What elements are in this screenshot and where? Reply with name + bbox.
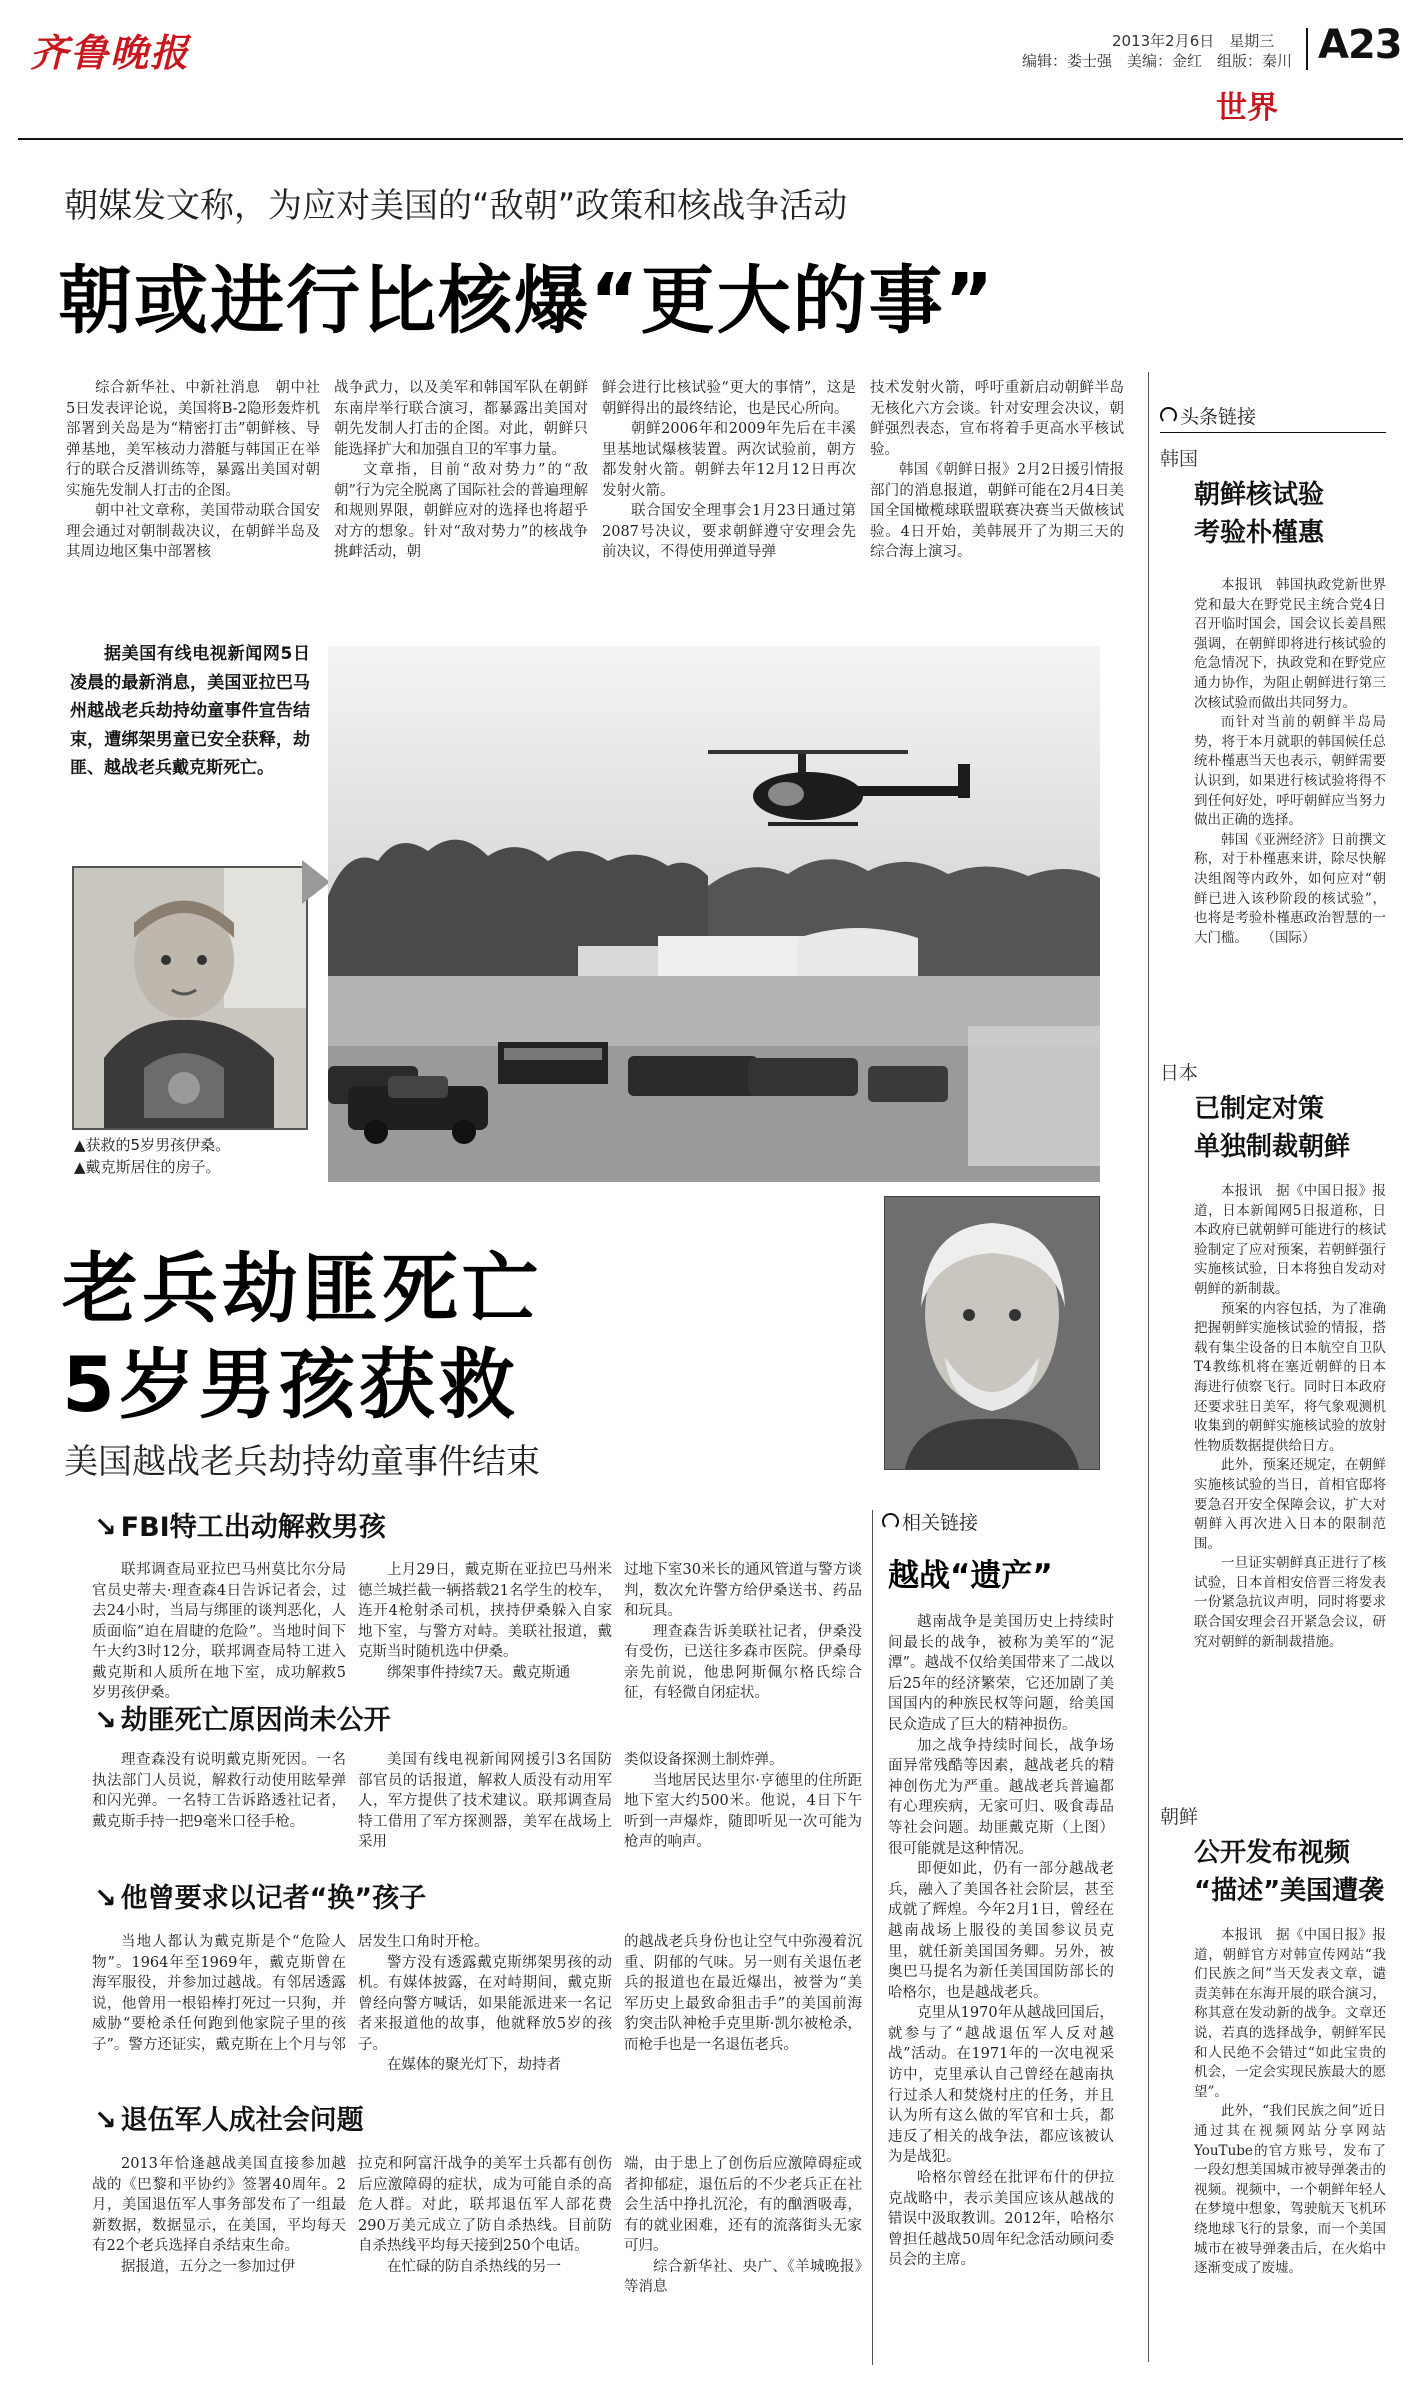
paragraph: 鲜会进行比核试验“更大的事情”，这是朝鲜得出的最终结论，也是民心所向。 [602,380,856,417]
paragraph: 当地人都认为戴克斯是个“危险人物”。1964年至1969年，戴克斯曾在海军服役，并参加过越战。有邻居透露说，他曾用一根铅棒打死过一只狗，并威胁“要枪杀任何跑到他家院子里的孩子”。警方还证实，戴克斯在上个月与邻 [92,1934,346,2053]
sidebar-country-dprk: 朝鲜 [1160,1806,1199,1828]
corner-arrow-icon: ↘ [94,1512,117,1543]
second-deck: 美国越战老兵劫持幼童事件结束 [64,1442,540,1482]
paragraph: 拉克和阿富汗战争的美军士兵都有创伤后应激障碍的症状，成为可能自杀的高危人群。对此，联邦退伍军人部花费290万美元成立了防自杀热线。目前防自杀热线平均每天接到250个电话。 [358,2156,612,2254]
paragraph: 联邦调查局亚拉巴马州莫比尔分局官员史蒂夫·理查森4日告诉记者会，过去24小时，当局与绑匪的谈判恶化，人质面临“迫在眉睫的危险”。当地时间下午大约3时12分，联邦调查局特工进入戴克斯和人质所在地下室，成功解救5岁男孩伊桑。 [92,1562,346,1701]
sidebar-country-korea: 韩国 [1160,448,1199,470]
paragraph: 战争武力，以及美军和韩国军队在朝鲜东南岸举行联合演习，都暴露出美国对朝先发制人打击的企图。对此，朝鲜只能选择扩大和加强自卫的军事力量。 [334,380,588,458]
second-headline-line1: 老兵劫匪死亡 [62,1244,542,1333]
paragraph: 类似设备探测土制炸弹。 [624,1752,784,1768]
masthead-logo: 齐鲁晚报 [30,30,191,75]
paragraph: 当地居民达里尔·亨德里的住所距地下室大约500米。他说，4日下午听到一声爆炸，随即听见一次可能为枪声的响声。 [624,1772,862,1850]
paragraph: 联合国安全理事会1月23日通过第2087号决议，要求朝鲜遵守安理会先前决议，不得使用弹道导弹 [602,503,856,560]
related-tag-text: 相关链接 [902,1512,979,1534]
s1-col-3 [624,1560,862,1701]
s3-col-3 [624,1932,862,2082]
photo-caption-boy: ▲获救的5岁男孩伊桑。 [74,1136,231,1154]
paragraph: 理查森告诉美联社记者，伊桑没有受伤，已送往多森市医院。伊桑母亲先前说，他患阿斯佩尔格氏综合征，有轻微自闭症状。 [624,1623,862,1701]
paragraph: 即便如此，仍有一部分越战老兵，融入了美国各社会阶层，甚至成就了辉煌。今年2月1日，曾经在越南战场上服役的美国参议员克里，就任新美国国务卿。另外，被奥巴马提名为新任美国国防部长的哈格尔，也是越战老兵。 [888,1861,1114,2001]
paragraph: 的越战老兵身份也让空气中弥漫着沉重、阴郁的气味。另一则有关退伍老兵的报道也在最近爆出，被誉为“美军历史上最致命狙击手”的美国前海豹突击队神枪手克里斯·凯尔被枪杀，而枪手也是一名退伍老兵。 [624,1934,862,2053]
sidebar-tag [1160,402,1256,429]
link-bullet-icon [1160,407,1177,424]
section-heading-2 [94,1698,391,1737]
paragraph: 据美国有线电视新闻网5日凌晨的最新消息，美国亚拉巴马州越战老兵劫持幼童事件宣告结束，遭绑架男童已安全获释，劫匪、越战老兵戴克斯死亡。 [70,644,310,778]
corner-arrow-icon: ↘ [94,1883,117,1914]
s3-col-1 [92,1932,346,2082]
lead-col-4 [870,378,1124,612]
header-rule [18,138,1403,140]
editor-credits: 编辑：娄士强 美编：金红 组版：秦川 [1022,52,1293,70]
lead-headline: 朝或进行比核爆“更大的事” [58,258,996,344]
paragraph: 朝鲜2006年和2009年先后在丰溪里基地试爆核装置。两次试验前，朝方都发射火箭。朝鲜去年12月12日再次发射火箭。 [602,421,856,499]
lead-col-3 [602,378,856,612]
s2-col-2 [358,1750,612,1876]
paragraph: 警方没有透露戴克斯绑架男孩的动机。有媒体披露，在对峙期间，戴克斯曾经向警方喊话，如果能派进来一名记者来报道他的故事，他就释放5岁的孩子。 [358,1954,612,2053]
sidebar-title-dprk-2: “描述”美国遭袭 [1194,1876,1385,1906]
paragraph: 韩国《朝鲜日报》2月2日援引情报部门的消息报道，朝鲜可能在2月4日美国全国橄榄球联盟联赛决赛当天做核试验。4日开始，美韩展开了为期三天的综合海上演习。 [870,462,1124,560]
s2-col-1 [92,1750,346,1876]
lead-col-2 [334,378,588,612]
photo-caption-house: ▲戴克斯居住的房子。 [74,1158,221,1176]
paragraph: 在忙碌的防自杀热线的另一 [387,2258,561,2275]
paragraph: 技术发射火箭，呼吁重新启动朝鲜半岛无核化六方会谈。针对安理会决议，朝鲜强烈表态，宣布将着手更高水平核试验。 [870,380,1124,458]
photo-summary [70,640,310,840]
s3-col-2 [358,1932,612,2082]
paragraph: 克里从1970年从越战回国后，就参与了“越战退伍军人反对越战”活动。在1971年的一次电视采访中，克里承认自己曾经在越南执行过杀人和焚烧村庄的任务，并且认为所有这么做的军官和士兵，都违反了相关的战争法，都应该被认为是战犯。 [888,2005,1114,2166]
paragraph: 本报讯 韩国执政党新世界党和最大在野党民主统合党4日召开临时国会，国会议长姜昌熙强调，在朝鲜即将进行核试验的危急情况下，执政党和在野党应通力协作，为阻止朝鲜进行第三次核试验而做出共同努力。 [1194,577,1386,711]
related-box-rule [872,1510,873,2365]
paragraph: 朝中社文章称，美国带动联合国安理会通过对朝制裁决议，在朝鲜半岛及其周边地区集中部署核 [66,503,320,560]
section-name: 世界 [1216,90,1278,126]
photo-pointer [302,860,330,904]
s4-col-1 [92,2154,346,2354]
page-number: A23 [1318,22,1402,68]
related-body [888,1612,1114,2357]
section-heading-3 [94,1876,426,1915]
paragraph: 居发生口角时开枪。 [358,1934,489,1950]
paragraph: 美国有线电视新闻网援引3名国防部官员的话报道，解救人质没有动用军人，军方提供了技术建议。联邦调查局特工借用了军方探测器，美军在战场上采用 [358,1752,612,1850]
paragraph: 此外，预案还规定，在朝鲜实施核试验的当日，首相官邸将要急召开安全保障会议，扩大对朝鲜入再次进入日本的限制范围。 [1194,1457,1386,1552]
section-heading-text: 劫匪死亡原因尚未公开 [120,1705,391,1736]
header-divider [1306,28,1308,70]
section-heading-text: FBI特工出动解救男孩 [120,1512,386,1543]
paragraph: 综合新华社、中新社消息 朝中社5日发表评论说，美国将B-2隐形轰炸机部署到关岛是为“精密打击”朝鲜核、导弹基地，美军核动力潜艇与韩国正在举行的联合反潜训练等，暴露出美国对朝实施先发制人打击的企图。 [66,380,320,499]
paragraph: 本报讯 据《中国日报》报道，朝鲜官方对韩宣传网站“我们民族之间”当天发表文章，谴责美韩在东海开展的联合演习，称其意在发动新的战争。文章还说，若真的选择战争，朝鲜军民和人民绝不会错过“如此宝贵的机会，一定会实现民族最大的愿望”。 [1194,1927,1386,2100]
s1-col-1 [92,1560,346,1701]
scene-photo-art [328,646,1100,1182]
s2-col-3 [624,1750,862,1876]
paragraph: 绑架事件持续7天。戴克斯通 [387,1664,571,1681]
sidebar-title-japan-1: 已制定对策 [1194,1094,1325,1124]
paragraph: 过地下室30米长的通风管道与警方谈判，数次允许警方给伊桑送书、药品和玩具。 [624,1562,862,1619]
hostage-scene-photo [328,646,1100,1182]
paragraph: 综合新华社、央广、《羊城晚报》等消息 [624,2258,862,2295]
paragraph: 本报讯 据《中国日报》报道，日本新闻网5日报道称，日本政府已就朝鲜可能进行的核试验制定了应对预案，若朝鲜强行实施核试验，日本将独自发动对朝鲜的新制裁。 [1194,1183,1386,1297]
paragraph: 上月29日，戴克斯在亚拉巴马州米德兰城拦截一辆搭载21名学生的校车，连开4枪射杀司机，挟持伊桑躲入自家地下室，与警方对峙。美联社报道，戴克斯当时随机选中伊桑。 [358,1562,612,1660]
veteran-portrait-art [885,1197,1099,1469]
main-sidebar-divider [1148,372,1149,2362]
veteran-portrait [884,1196,1100,1470]
sidebar-body-korea [1194,576,1386,1036]
sidebar-title-japan-2: 单独制裁朝鲜 [1194,1132,1351,1162]
related-title: 越战“遗产” [888,1558,1053,1594]
second-headline-line2: 5岁男孩获救 [62,1340,519,1429]
lead-kicker: 朝媒发文称，为应对美国的“敌朝”政策和核战争活动 [64,186,848,226]
section-heading-text: 退伍军人成社会问题 [120,2105,364,2136]
sidebar-tag-rule [1160,432,1386,433]
issue-date: 2013年2月6日 星期三 [1112,32,1275,50]
sidebar-title-korea-1: 朝鲜核试验 [1194,480,1325,510]
link-bullet-icon [882,1513,899,1530]
paragraph: 文章指，目前“敌对势力”的“敌朝”行为完全脱离了国际社会的普遍理解和规则界限，朝鲜应对的选择也将超乎对方的想象。针对“敌对势力”的核战争挑衅活动，朝 [334,462,588,560]
paragraph: 预案的内容包括，为了准确把握朝鲜实施核试验的情报，搭载有集尘设备的日本航空自卫队T4教练机将在塞近朝鲜的日本海进行侦察飞行。同时日本政府还要求驻日美军，将气象观测机收集到的朝鲜实施核试验的放射性物质数据提供给日方。 [1194,1300,1386,1454]
paragraph: 2013年恰逢越战美国直接参加越战的《巴黎和平协约》签署40周年。2月，美国退伍军人事务部发布了一组最新数据，数据显示，在美国，平均每天有22个老兵选择自杀结束生命。 [92,2156,346,2254]
section-heading-text: 他曾要求以记者“换”孩子 [120,1883,427,1914]
paragraph: 此外，“我们民族之间”近日通过其在视频网站分享网站YouTube的官方账号，发布了一段幻想美国城市被导弹袭击的视频。视频中，一个朝鲜年轻人在梦境中想象，驾驶航天飞机环绕地球飞行的景象，而一个美国城市在被导弹袭击后，在火焰中逐渐变成了废墟。 [1194,2103,1386,2277]
paragraph: 越南战争是美国历史上持续时间最长的战争，被称为美军的“泥潭”。越战不仅给美国带来了二战以后25年的经济繁荣，它还加剧了美国国内的种族民权等问题，给美国民众造成了巨大的精神损伤。 [888,1614,1114,1733]
sidebar-title-dprk-1: 公开发布视频 [1194,1838,1351,1868]
sidebar-title-korea-2: 考验朴槿惠 [1194,518,1325,548]
corner-arrow-icon: ↘ [94,2105,117,2136]
s4-col-3 [624,2154,862,2354]
sidebar-body-dprk [1194,1926,1386,2362]
s1-col-2 [358,1560,612,1690]
s4-col-2 [358,2154,612,2354]
boy-photo-art [74,868,306,1128]
related-tag [882,1508,978,1535]
sidebar-tag-text: 头条链接 [1180,406,1257,428]
section-heading-1 [94,1505,386,1544]
paragraph: 加之战争持续时间长，战争场面异常残酷等因素，越战老兵的精神创伤尤为严重。越战老兵普遍都有心理疾病，无家可归、吸食毒品等社会问题。劫匪戴克斯（上图）很可能就是这种情况。 [888,1737,1114,1857]
paragraph: 一旦证实朝鲜真正进行了核试验，日本首相安倍晋三将发表一份紧急抗议声明，同时将要求联合国安理会召开紧急会议，研究对朝鲜的新制裁措施。 [1194,1555,1386,1650]
rescued-boy-photo [72,866,308,1130]
paragraph: 而针对当前的朝鲜半岛局势，将于本月就职的韩国候任总统朴槿惠当天也表示，朝鲜需要认识到，如果进行核试验将得不到任何好处，呼吁朝鲜应当努力做出正确的选择。 [1194,714,1386,829]
paragraph: 哈格尔曾经在批评布什的伊拉克战略中，表示美国应该从越战的错误中汲取教训。2012年，哈格尔曾担任越战50周年纪念活动顾问委员会的主席。 [888,2170,1114,2269]
paragraph: 端，由于患上了创伤后应激障碍症或者抑郁症，退伍后的不少老兵正在社会生活中挣扎沉沦，有的酗酒吸毒，有的就业困难，还有的流落街头无家可归。 [624,2156,862,2254]
paragraph: 韩国《亚洲经济》日前撰文称，对于朴槿惠来讲，除尽快解决组阁等内政外，如何应对“朝鲜已进入该秒阶段的核试验”，也将是考验朴槿惠政治智慧的一大门槛。 （国际） [1194,831,1386,946]
paragraph: 在媒体的聚光灯下，劫持者 [387,2057,561,2073]
lead-col-1 [66,378,320,612]
sidebar-country-japan: 日本 [1160,1062,1199,1084]
paragraph: 理查森没有说明戴克斯死因。一名执法部门人员说，解救行动使用眩晕弹和闪光弹。一名特工告诉路透社记者，戴克斯手持一把9毫米口径手枪。 [92,1752,346,1830]
section-heading-4 [94,2098,364,2137]
corner-arrow-icon: ↘ [94,1705,117,1736]
sidebar-body-japan [1194,1182,1386,1762]
paragraph: 据报道，五分之一参加过伊 [121,2258,295,2275]
